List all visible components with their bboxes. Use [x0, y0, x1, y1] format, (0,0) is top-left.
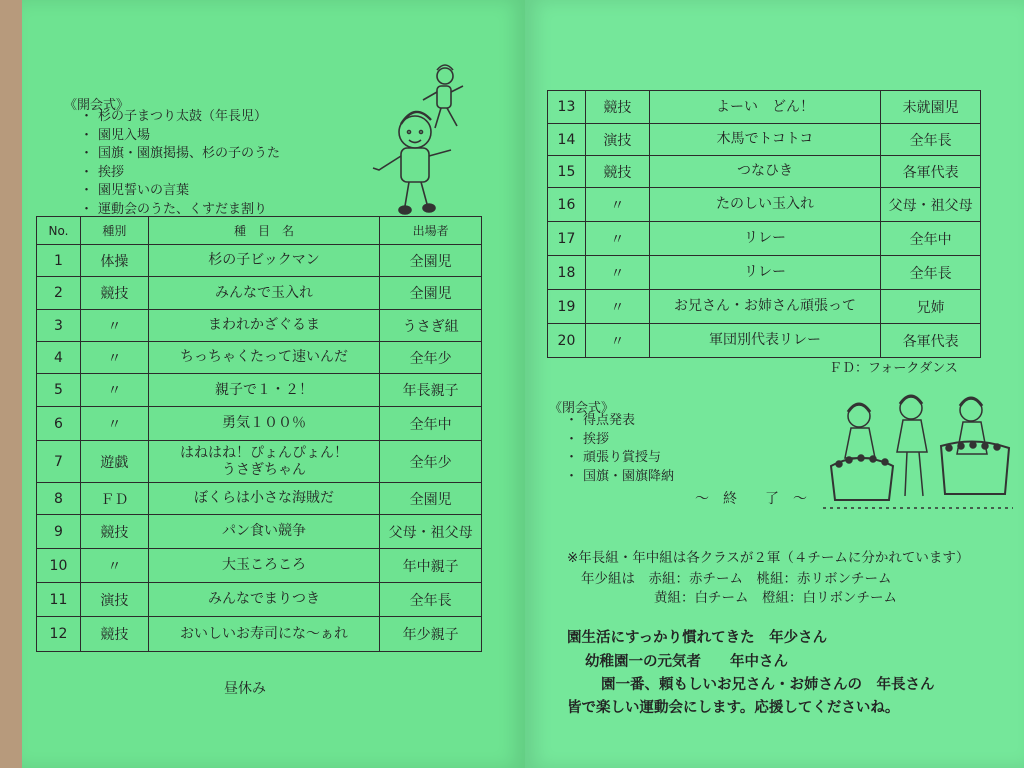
team-note-line: 黄組：白チーム 橙組：白リボンチーム	[654, 590, 897, 606]
opening-ceremony-list	[72, 108, 280, 219]
table-row: 6 〃 勇気１００％ 全年中	[37, 407, 482, 441]
team-note-line: ※年長組・年中組は各クラスが２軍（４チームに分かれています）	[567, 550, 970, 566]
list-item: ・ 得点発表	[565, 413, 636, 428]
table-row: 1 体操 杉の子ビックマン 全園児	[37, 245, 482, 277]
table-row: 3 〃 まわれかざぐるま うさぎ組	[37, 310, 482, 342]
closing-ceremony-title: 《閉会式》	[549, 401, 615, 416]
right-page	[525, 0, 1024, 768]
program-table-right	[547, 90, 981, 358]
list-item: ・ 頑張り賞授与	[565, 450, 662, 465]
kids-drawing-illustration	[357, 62, 487, 220]
message-line: 幼稚園一の元気者 年中さん	[585, 654, 788, 670]
message-line: 園一番、頼もしいお兄さん・お姉さんの 年長さん	[601, 677, 935, 693]
col-header-name: 種 目 名	[148, 217, 379, 245]
table-row: 5 〃 親子で１・２！ 年長親子	[37, 374, 482, 407]
table-row: 19 〃 お兄さん・お姉さん頑張って 兄姉	[548, 290, 981, 324]
list-item: ・ 国旗・園旗降納	[565, 468, 675, 484]
table-row: 16 〃 たのしい玉入れ 父母・祖父母	[548, 188, 981, 222]
table-row: 20 〃 軍団別代表リレー 各軍代表	[548, 324, 981, 358]
table-row: 13 競技 よーい どん！ 未就園児	[548, 91, 981, 124]
table-row: 18 〃 リレー 全年長	[548, 256, 981, 290]
opening-ceremony-title: 《開会式》	[64, 98, 130, 113]
list-item: ・ 園児誓いの言葉	[80, 183, 190, 198]
message-line: 皆で楽しい運動会にします。応援してくださいね。	[567, 700, 900, 716]
list-item: ・ 国旗・園旗掲揚、杉の子のうた	[80, 146, 281, 161]
table-row: 15 競技 つなひき 各軍代表	[548, 156, 981, 188]
end-mark: 〜 終 了 〜	[695, 491, 807, 507]
list-item: ・ 挨拶	[80, 164, 125, 180]
table-row: 9 競技 パン食い競争 父母・祖父母	[37, 515, 482, 549]
list-item: ・ 挨拶	[565, 431, 610, 447]
list-item: ・ 杉の子まつり太鼓（年長児）	[80, 109, 268, 124]
fd-note: ＦＤ：フォークダンス	[829, 361, 958, 376]
list-item: ・ 園児入場	[80, 127, 151, 143]
left-page	[22, 0, 525, 768]
table-row: 11 演技 みんなでまりつき 全年長	[37, 583, 482, 617]
col-header-participants: 出場者	[380, 217, 482, 245]
table-row: 2 競技 みんなで玉入れ 全園児	[37, 277, 482, 310]
team-note-line: 年少組は 赤組：赤チーム 桃組：赤リボンチーム	[581, 571, 892, 587]
program-table-left	[36, 216, 482, 652]
closing-ceremony-list	[557, 412, 674, 486]
table-row: 10 〃 大玉ころころ 年中親子	[37, 549, 482, 583]
table-row: 7 遊戯 はねはね！ぴょんぴょん！ うさぎちゃん 全年少	[37, 441, 482, 483]
list-item: ・ 運動会のうた、くすだま割り	[80, 201, 268, 217]
col-header-no: No.	[37, 217, 81, 245]
lunch-break-label: 昼休み	[224, 681, 266, 697]
table-row: 4 〃 ちっちゃくたって速いんだ 全年少	[37, 342, 482, 374]
table-header-row	[37, 217, 482, 245]
col-header-type: 種別	[80, 217, 148, 245]
table-row: 12 競技 おいしいお寿司にな〜ぁれ 年少親子	[37, 617, 482, 652]
message-line: 園生活にすっかり慣れてきた 年少さん	[567, 630, 828, 646]
table-row: 8 ＦＤ ぼくらは小さな海賊だ 全園児	[37, 483, 482, 515]
table-row: 14 演技 木馬でトコトコ 全年長	[548, 124, 981, 156]
table-row: 17 〃 リレー 全年中	[548, 222, 981, 256]
kids-drawing-illustration	[821, 388, 1019, 516]
